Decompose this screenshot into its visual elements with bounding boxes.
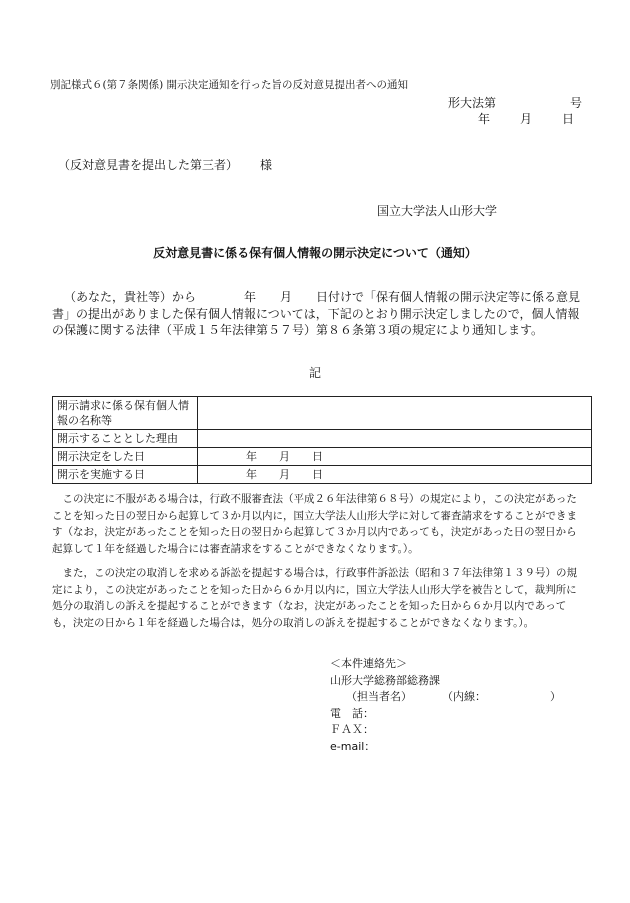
- form-title: 開示決定通知を行った旨の反対意見提出者への通知: [166, 79, 409, 91]
- paragraph-lawsuit: また，この決定の取消しを求める訴訟を提起する場合は，行政事件訴訟法（昭和３７年法律第１３９号）の規定により，この決定があったことを知った日から６か月以内に，国立大学法人山形大学を被告として，裁判所に処分の取消しの訴えを提起することができます（なお，決定があったことを知った日から６か月以内であっても，決定の日から１年を経過した場合は，処分の取消しの訴えを提起することができなくなります。）。: [52, 567, 577, 629]
- date-month: 月: [520, 112, 533, 126]
- paragraph-intro: （あなた，貴社等）から 年 月 日付けで「保有個人情報の開示決定等に係る意見書」の提出がありました保有個人情報については，下記のとおり開示決定しましたので，個人情報の保護に関する法律（平成１５年法律第５７号）第８６条第３項の規定により通知します。: [52, 290, 581, 337]
- contact-extension-close: ）: [550, 690, 561, 703]
- table-label: 開示決定をした日: [53, 448, 198, 466]
- table-value: [198, 397, 592, 430]
- document-date: [478, 110, 574, 127]
- disclosure-info-table: [52, 396, 592, 484]
- document-number: [448, 94, 582, 111]
- date-day: 日: [562, 112, 575, 126]
- contact-block: [330, 656, 561, 755]
- document-number-suffix: 号: [570, 96, 583, 110]
- table-row: [53, 430, 592, 448]
- contact-extension-open: （内線：: [442, 690, 486, 703]
- paragraph-appeal: この決定に不服がある場合は，行政不服審査法（平成２６年法律第６８号）の規定により，この決定があったことを知った日の翌日から起算して３か月以内に，国立大学法人山形大学に対して審査請求をすることができます（なお，決定があったことを知った日の翌日から起算して３か月以内であっても，決定があった日の翌日から起算して１年を経過した場合には審査請求をすることができなくなります。）。: [52, 493, 577, 555]
- contact-phone: 電 話：: [330, 706, 374, 720]
- table-value: 年 月 日: [198, 448, 592, 466]
- document-number-prefix: 形大法第: [448, 96, 497, 110]
- addressee-name: （反対意見書を提出した第三者）: [58, 158, 239, 172]
- date-year: 年: [478, 112, 491, 126]
- contact-heading: ＜本件連絡先＞: [330, 657, 407, 670]
- table-value: [198, 430, 592, 448]
- table-value: 年 月 日: [198, 466, 592, 484]
- addressee: [58, 156, 272, 173]
- table-label: 開示することとした理由: [53, 430, 198, 448]
- table-label: 開示を実施する日: [53, 466, 198, 484]
- contact-email: e-mail：: [330, 739, 376, 753]
- contact-department: 山形大学総務部総務課: [330, 673, 440, 687]
- document-title: 反対意見書に係る保有個人情報の開示決定について（通知）: [153, 246, 477, 260]
- ki-marker: 記: [308, 366, 321, 380]
- contact-fax: ＦＡＸ：: [330, 723, 374, 736]
- form-header: [50, 77, 408, 92]
- contact-person: （担当者名）: [346, 690, 412, 703]
- table-row: [53, 466, 592, 484]
- sender: 国立大学法人山形大学: [377, 204, 498, 218]
- table-label: 開示請求に係る保有個人情報の名称等: [53, 397, 198, 430]
- contact-person-row: [330, 689, 561, 706]
- addressee-honorific: 様: [260, 158, 273, 172]
- table-row: [53, 397, 592, 430]
- form-reference: 別記様式６(第７条関係): [50, 79, 164, 91]
- table-row: [53, 448, 592, 466]
